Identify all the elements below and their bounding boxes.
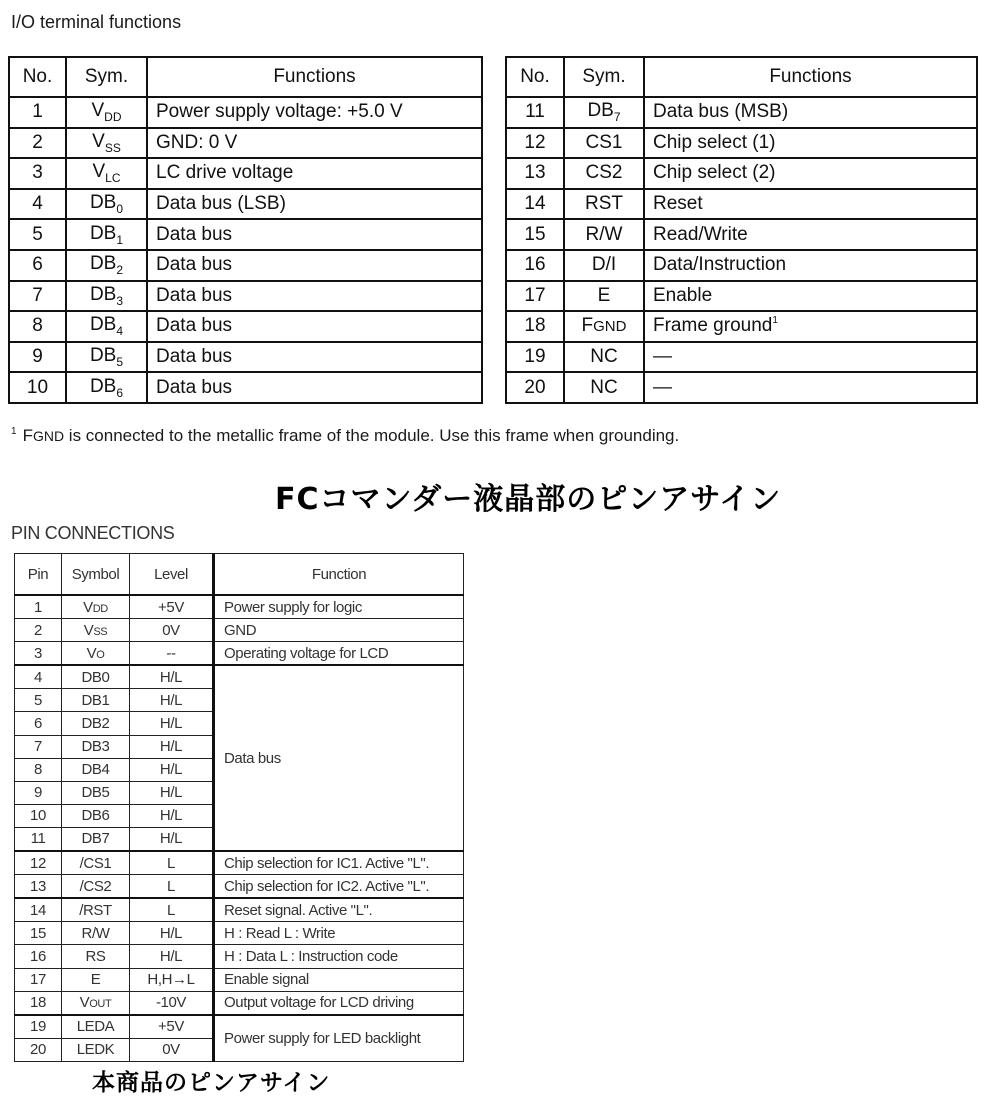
pin-connections-title: PIN CONNECTIONS: [11, 523, 175, 543]
col-header-symbol: Symbol: [62, 554, 130, 596]
pin-no: 6: [9, 250, 66, 281]
table-row: [9, 189, 482, 220]
io-terminal-title: I/O terminal functions: [11, 12, 182, 32]
pin-symbol: $V_{LC}$: [66, 158, 147, 189]
table-row: 12 /CS1 L Chip selection for IC1. Active "L".: [15, 851, 464, 875]
table-row: 10 DB6 H/L: [15, 804, 464, 827]
table-row: [9, 250, 482, 281]
table-row: [506, 97, 977, 128]
table-header-row: [9, 57, 482, 97]
pin-function: —: [644, 342, 977, 373]
pin-symbol: $V_{SS}$: [66, 128, 147, 159]
pin-function: Enable: [644, 281, 977, 312]
fc-commander-lcd-pin-title: FCコマンダー液晶部のピンアサイン: [275, 482, 782, 517]
io-terminal-table-right: [505, 56, 978, 404]
table-row: [9, 281, 482, 312]
table-row: [506, 189, 977, 220]
pin-function: Power supply voltage: +5.0 V: [147, 97, 482, 128]
table-row: [9, 342, 482, 373]
table-row: [506, 372, 977, 403]
table-row: [9, 311, 482, 342]
col-header-sym: Sym.: [564, 57, 644, 97]
table-row: 5 DB1 H/L: [15, 689, 464, 712]
led-backlight-function: Power supply for LED backlight: [214, 1015, 464, 1062]
table-row: 19 LEDA +5V Power supply for LED backlight: [15, 1015, 464, 1039]
table-row: [9, 219, 482, 250]
footnote: $^1$ FGND is connected to the metallic frame of the module. Use this frame when grounding.: [11, 426, 680, 445]
pin-symbol: D/I: [564, 250, 644, 281]
pin-function: Reset: [644, 189, 977, 220]
pin-symbol: CS1: [564, 128, 644, 159]
table-row: [506, 342, 977, 373]
pin-no: 4: [9, 189, 66, 220]
pin-no: 18: [506, 311, 564, 342]
table-row: 1 VDD +5V Power supply for logic: [15, 595, 464, 619]
pin-symbol: FGND: [564, 311, 644, 342]
pin-symbol: E: [564, 281, 644, 312]
pin-function: —: [644, 372, 977, 403]
pin-function: Data bus: [147, 250, 482, 281]
pin-function: Data bus (MSB): [644, 97, 977, 128]
table-row: 16 RS H/L H : Data L : Instruction code: [15, 945, 464, 968]
table-row: 14 /RST L Reset signal. Active "L".: [15, 898, 464, 922]
pin-symbol: $V_{DD}$: [66, 97, 147, 128]
table-row: 20 LEDK 0V: [15, 1038, 464, 1061]
table-row: [9, 128, 482, 159]
col-header-functions: Functions: [644, 57, 977, 97]
col-header-functions: Functions: [147, 57, 482, 97]
io-terminal-table-left: [8, 56, 483, 404]
table-row: [506, 311, 977, 342]
pin-function: Data bus: [147, 281, 482, 312]
pin-symbol: $DB_7$: [564, 97, 644, 128]
col-header-no: No.: [506, 57, 564, 97]
table-row: 11 DB7 H/L: [15, 827, 464, 851]
pin-no: 7: [9, 281, 66, 312]
pin-connections-table: [14, 553, 464, 1062]
pin-function: Data/Instruction: [644, 250, 977, 281]
col-header-function: Function: [214, 554, 464, 596]
pin-symbol: R/W: [564, 219, 644, 250]
pin-function: Data bus (LSB): [147, 189, 482, 220]
table-row: 4 DB0 H/L Data bus: [15, 665, 464, 689]
pin-symbol: NC: [564, 342, 644, 373]
table-row: [9, 97, 482, 128]
pin-no: 16: [506, 250, 564, 281]
table-row: 13 /CS2 L Chip selection for IC2. Active "L".: [15, 875, 464, 899]
pin-no: 2: [9, 128, 66, 159]
col-header-sym: Sym.: [66, 57, 147, 97]
pin-function: Data bus: [147, 219, 482, 250]
pin-symbol: $DB_3$: [66, 281, 147, 312]
table-row: [9, 372, 482, 403]
table-row: [506, 250, 977, 281]
table-row: [506, 281, 977, 312]
product-pin-assign-title: 本商品のピンアサイン: [92, 1070, 331, 1096]
table-row: 2 VSS 0V GND: [15, 619, 464, 642]
col-header-pin: Pin: [15, 554, 62, 596]
col-header-no: No.: [9, 57, 66, 97]
pin-no: 20: [506, 372, 564, 403]
table-row: 7 DB3 H/L: [15, 735, 464, 758]
table-row: [9, 158, 482, 189]
table-header-row: [15, 554, 464, 596]
table-row: [506, 128, 977, 159]
pin-function: Data bus: [147, 372, 482, 403]
pin-function: Read/Write: [644, 219, 977, 250]
table-row: 6 DB2 H/L: [15, 712, 464, 735]
data-bus-function: Data bus: [214, 665, 464, 851]
pin-function: GND: 0 V: [147, 128, 482, 159]
pin-function: Data bus: [147, 342, 482, 373]
pin-no: 12: [506, 128, 564, 159]
pin-symbol: CS2: [564, 158, 644, 189]
pin-symbol: $DB_1$: [66, 219, 147, 250]
pin-no: 14: [506, 189, 564, 220]
pin-symbol: $DB_2$: [66, 250, 147, 281]
table-row: [506, 158, 977, 189]
table-row: 3 VO -- Operating voltage for LCD: [15, 642, 464, 666]
pin-no: 19: [506, 342, 564, 373]
table-row: 15 R/W H/L H : Read L : Write: [15, 922, 464, 945]
pin-symbol: $DB_0$: [66, 189, 147, 220]
pin-no: 13: [506, 158, 564, 189]
table-row: [506, 219, 977, 250]
table-header-row: [506, 57, 977, 97]
pin-symbol: $DB_4$: [66, 311, 147, 342]
pin-function: LC drive voltage: [147, 158, 482, 189]
table-row: 8 DB4 H/L: [15, 758, 464, 781]
pin-symbol: $DB_5$: [66, 342, 147, 373]
pin-no: 1: [9, 97, 66, 128]
pin-no: 8: [9, 311, 66, 342]
pin-function: Chip select (1): [644, 128, 977, 159]
pin-function: Data bus: [147, 311, 482, 342]
table-row: 9 DB5 H/L: [15, 781, 464, 804]
table-row: 18 VOUT -10V Output voltage for LCD driving: [15, 991, 464, 1015]
pin-symbol: RST: [564, 189, 644, 220]
pin-no: 10: [9, 372, 66, 403]
table-row: 17 E H,H→L Enable signal: [15, 968, 464, 991]
pin-no: 17: [506, 281, 564, 312]
footnote-marker: 1: [772, 315, 778, 327]
pin-no: 15: [506, 219, 564, 250]
pin-function: Frame ground$^1$: [644, 311, 977, 342]
pin-no: 3: [9, 158, 66, 189]
pin-no: 5: [9, 219, 66, 250]
pin-symbol: NC: [564, 372, 644, 403]
pin-no: 11: [506, 97, 564, 128]
pin-no: 9: [9, 342, 66, 373]
pin-symbol: $DB_6$: [66, 372, 147, 403]
col-header-level: Level: [130, 554, 214, 596]
pin-function: Chip select (2): [644, 158, 977, 189]
